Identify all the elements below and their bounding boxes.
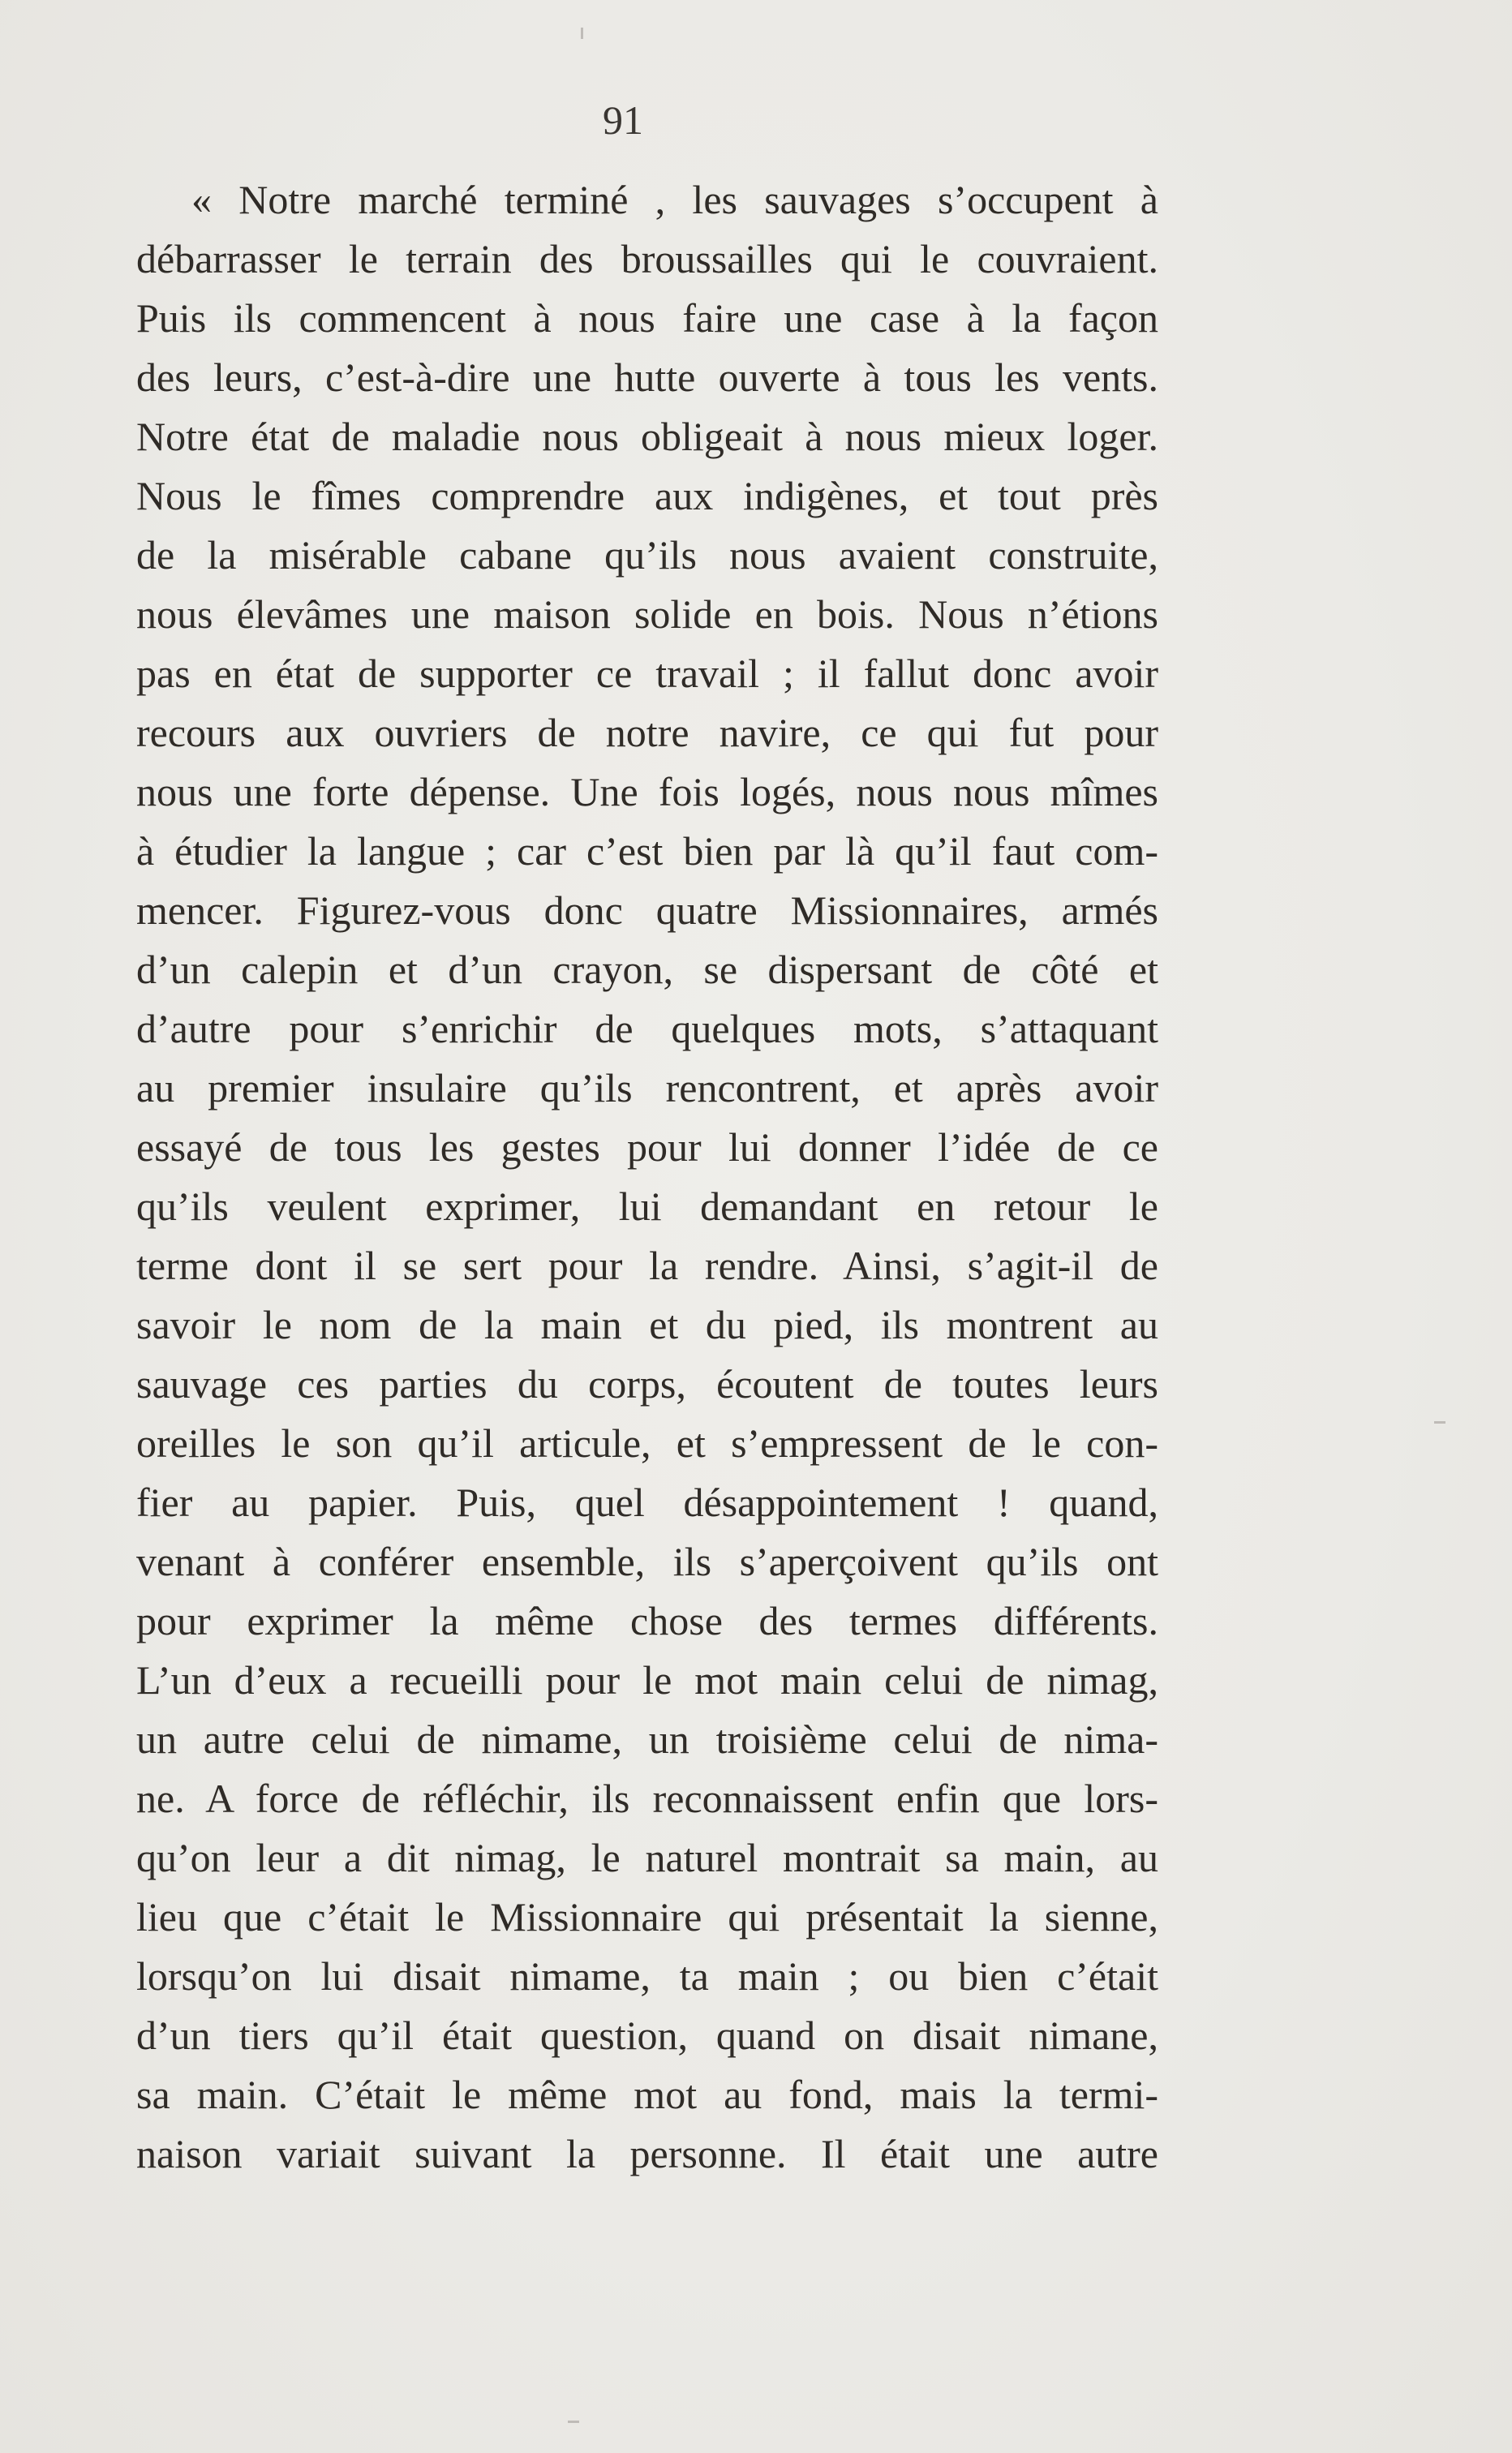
text-line: Notre état de maladie nous obligeait à nous mieux loger. — [136, 414, 1158, 459]
text-line: naison variait suivant la personne. Il était une autre — [136, 2131, 1158, 2176]
text-line: de la misérable cabane qu’ils nous avaient construite, — [136, 532, 1158, 578]
text-line: savoir le nom de la main et du pied, ils montrent au — [136, 1302, 1158, 1347]
text-line: des leurs, c’est-à-dire une hutte ouverte à tous les vents. — [136, 354, 1158, 400]
paper-speck — [581, 28, 583, 39]
text-line: Puis ils commencent à nous faire une case à la façon — [136, 295, 1158, 341]
text-line: lorsqu’on lui disait nimame, ta main ; ou bien c’était — [136, 1953, 1158, 1999]
text-line: venant à conférer ensemble, ils s’aperçoivent qu’ils ont — [136, 1539, 1158, 1584]
paper-speck — [568, 2421, 579, 2423]
page-number: 91 — [603, 97, 643, 143]
text-line: oreilles le son qu’il articule, et s’empressent de le con- — [136, 1420, 1158, 1466]
text-line: terme dont il se sert pour la rendre. Ainsi, s’agit-il de — [136, 1243, 1158, 1288]
body-text — [136, 170, 1158, 2184]
text-line: essayé de tous les gestes pour lui donner l’idée de ce — [136, 1124, 1158, 1170]
text-line: qu’on leur a dit nimag, le naturel montrait sa main, au — [136, 1835, 1158, 1880]
text-line: sauvage ces parties du corps, écoutent de toutes leurs — [136, 1361, 1158, 1407]
text-line: à étudier la langue ; car c’est bien par là qu’il faut com- — [136, 828, 1158, 874]
paper-speck — [1434, 1421, 1445, 1424]
text-line: mencer. Figurez-vous donc quatre Missionnaires, armés — [136, 887, 1158, 933]
text-line: d’un calepin et d’un crayon, se dispersant de côté et — [136, 947, 1158, 992]
text-line: d’un tiers qu’il était question, quand on disait nimane, — [136, 2013, 1158, 2058]
text-line: recours aux ouvriers de notre navire, ce qui fut pour — [136, 710, 1158, 755]
text-line: ne. A force de réfléchir, ils reconnaissent enfin que lors- — [136, 1776, 1158, 1821]
text-line: nous élevâmes une maison solide en bois. Nous n’étions — [136, 591, 1158, 637]
text-line: d’autre pour s’enrichir de quelques mots, s’attaquant — [136, 1006, 1158, 1051]
text-line: un autre celui de nimame, un troisième celui de nima- — [136, 1716, 1158, 1762]
text-line: Nous le fîmes comprendre aux indigènes, et tout près — [136, 473, 1158, 518]
text-line: au premier insulaire qu’ils rencontrent, et après avoir — [136, 1065, 1158, 1111]
text-line: lieu que c’était le Missionnaire qui présentait la sienne, — [136, 1894, 1158, 1940]
text-line: fier au papier. Puis, quel désappointement ! quand, — [136, 1480, 1158, 1525]
text-line: pour exprimer la même chose des termes différents. — [136, 1598, 1158, 1643]
text-line: « Notre marché terminé , les sauvages s’occupent à — [191, 177, 1158, 222]
text-line: sa main. C’était le même mot au fond, mais la termi- — [136, 2072, 1158, 2117]
text-line: nous une forte dépense. Une fois logés, nous nous mîmes — [136, 769, 1158, 814]
text-line: débarrasser le terrain des broussailles qui le couvraient. — [136, 236, 1158, 281]
text-line: pas en état de supporter ce travail ; il fallut donc avoir — [136, 651, 1158, 696]
text-line: L’un d’eux a recueilli pour le mot main celui de nimag, — [136, 1657, 1158, 1703]
text-line: qu’ils veulent exprimer, lui demandant en retour le — [136, 1184, 1158, 1229]
